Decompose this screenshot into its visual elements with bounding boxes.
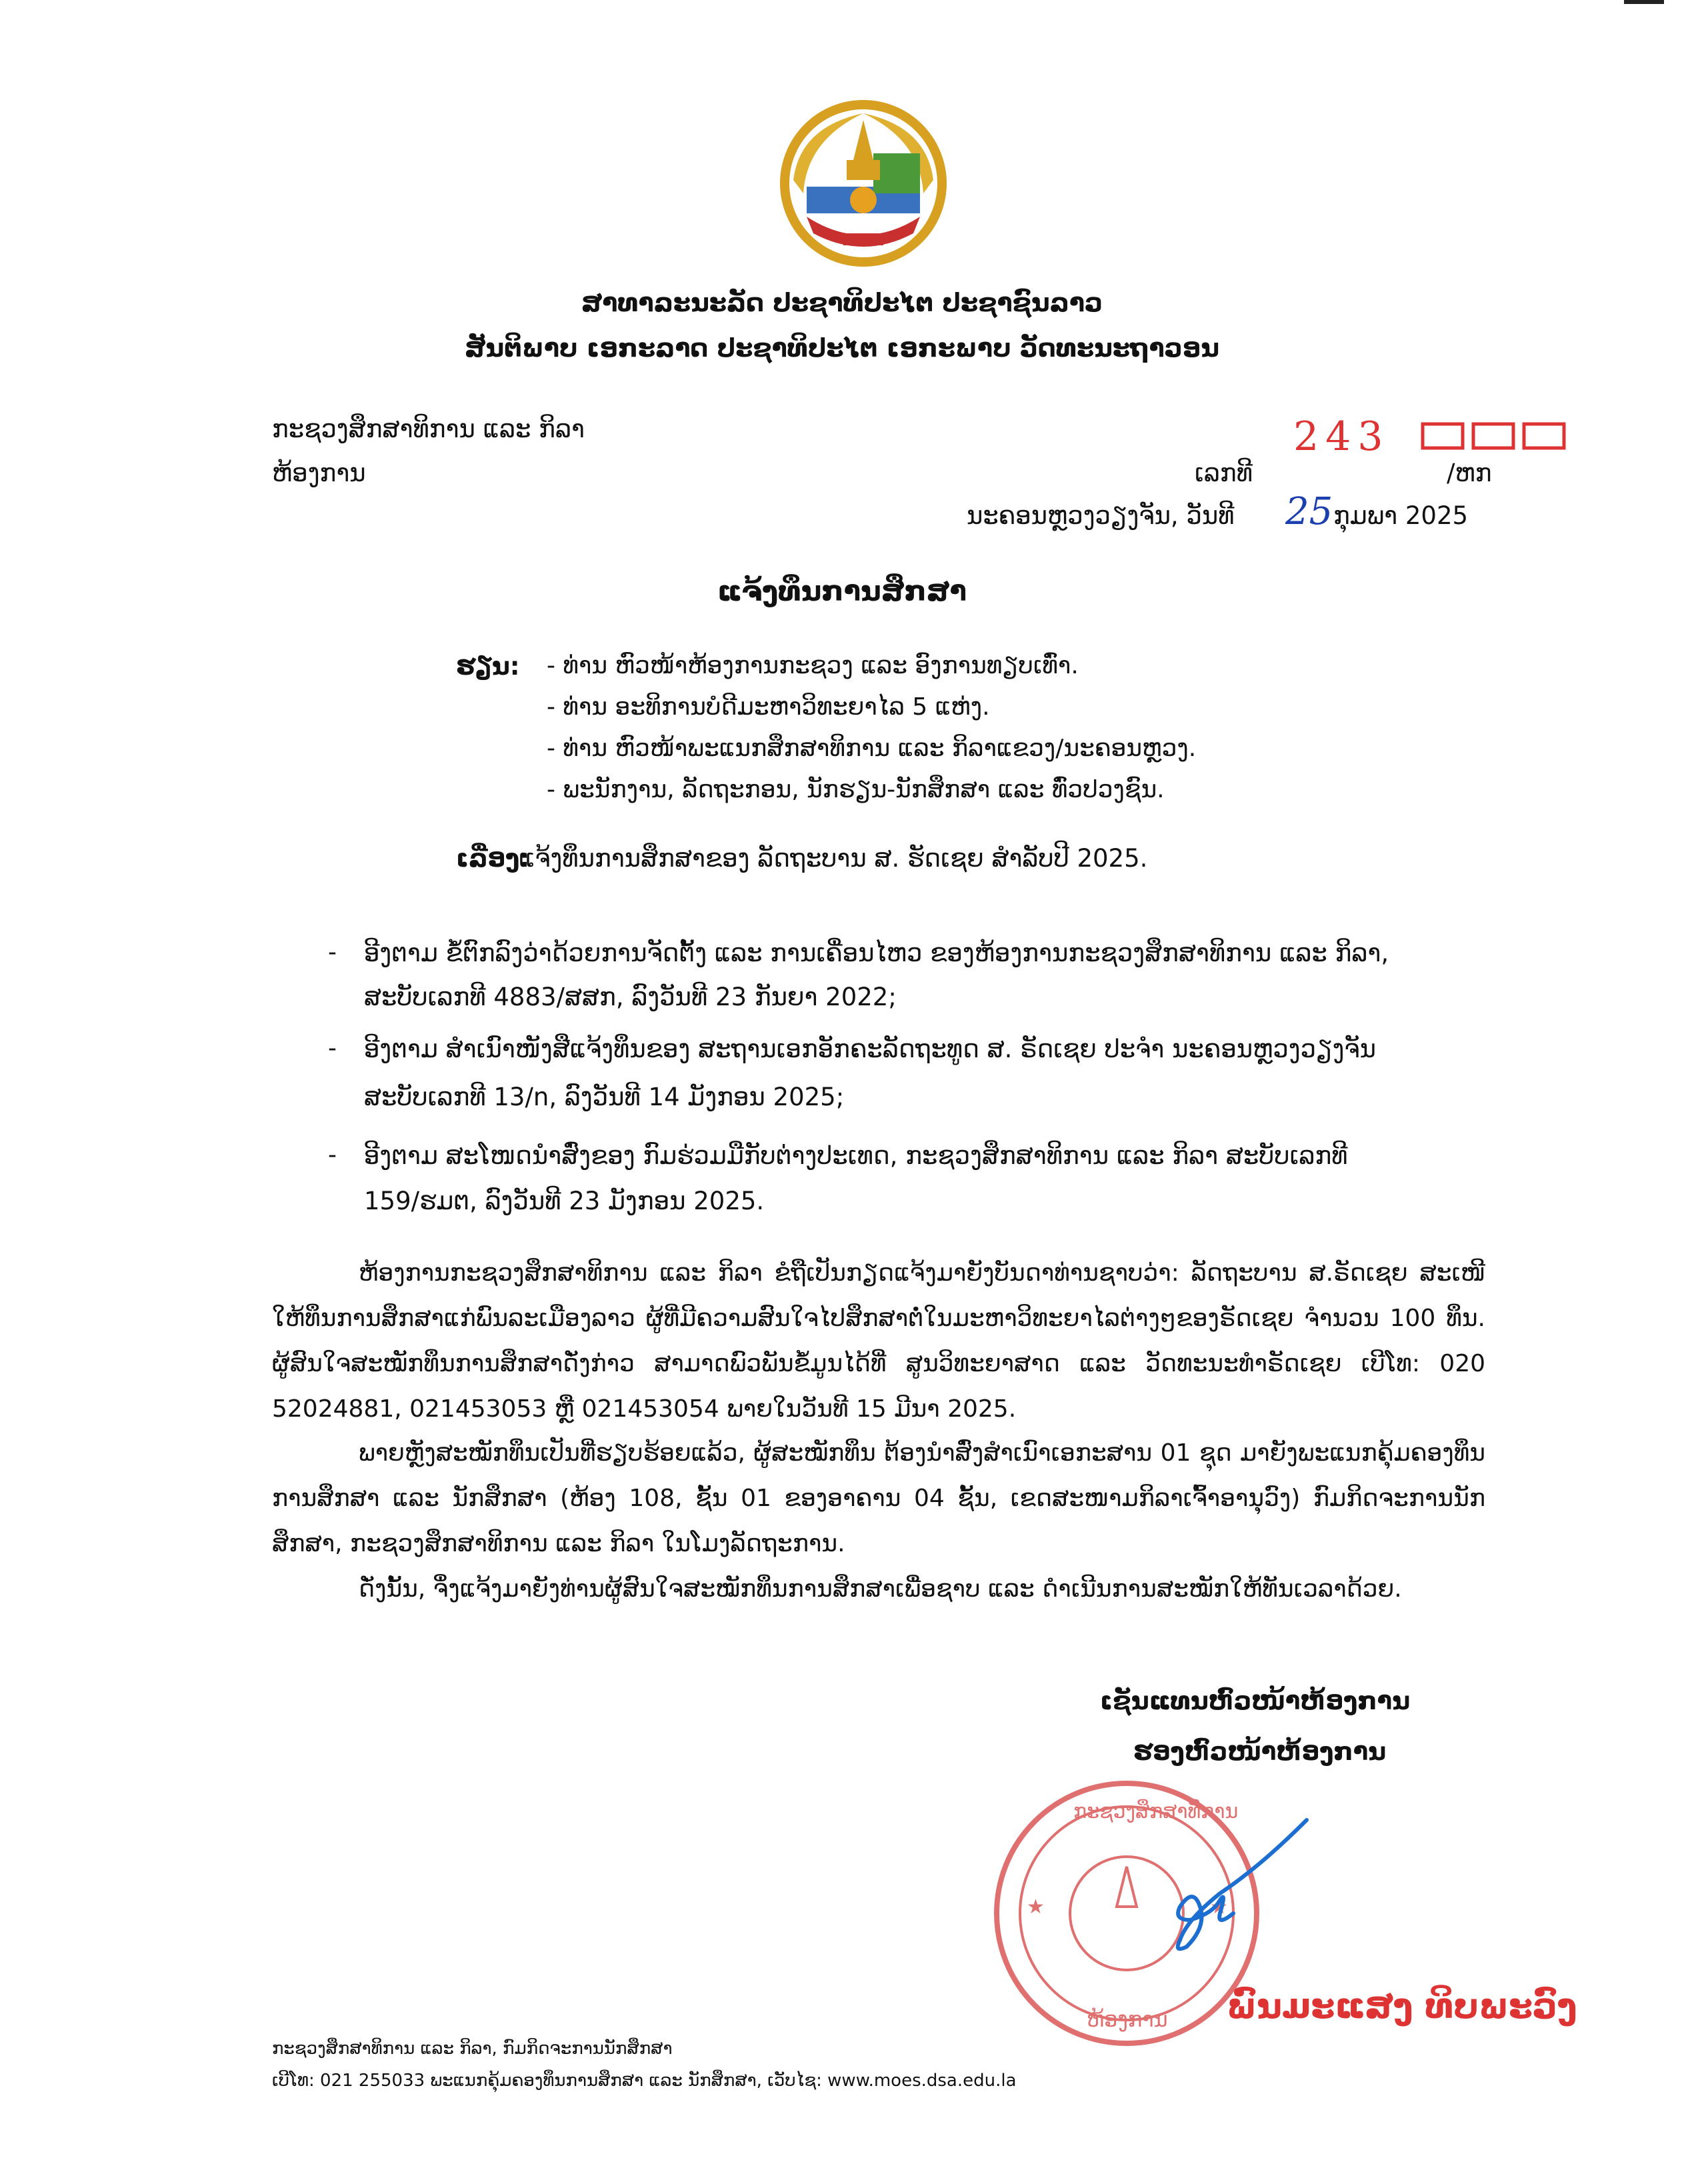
recipient-item: - ທ່ານ ຫົວໜ້າຫ້ອງການກະຊວງ ແລະ ອົງການທຽບເທົ່າ.: [547, 652, 1079, 679]
reference-bullet: -: [328, 1141, 337, 1169]
subject-text: ແຈ້ງທຶນການສຶກສາຂອງ ລັດຖະບານ ສ. ຮັດເຊຍ ສໍາລັບປີ 2025.: [519, 844, 1148, 873]
body-paragraph: ພາຍຫຼັງສະໝັກທຶນເປັນທີ່ຮຽບຮ້ອຍແລ້ວ, ຜູ້ສະໝັກທຶນ ຕ້ອງນໍາສົ່ງສໍາເນົາເອກະສານ 01 ຊຸດ ມາຍັງພະແນກຄຸ້ມຄອງທຶນການສຶກສາ ແລະ ນັກສຶກສາ (ຫ້ອງ 108, ຊັ້ນ 01 ຂອງອາຄານ 04 ຊັ້ນ, ເຂດສະໜາມກິລາເຈົ້າອານຸວົງ) ກົມກິດຈະການນັກສຶກສາ, ກະຊວງສຶກສາທິການ ແລະ ກິລາ ໃນໂມງລັດຖະການ.: [272, 1439, 1485, 1557]
recipient-item: - ທ່ານ ຫົວໜ້າພະແນກສຶກສາທິການ ແລະ ກິລາແຂວງ/ນະຄອນຫຼວງ.: [547, 735, 1197, 762]
national-emblem: [780, 100, 947, 267]
doc-number-suffix: /ຫກ: [1447, 459, 1492, 487]
reference-line: 159/ຮມຕ, ລົງວັນທີ 23 ມັງກອນ 2025.: [364, 1187, 765, 1215]
seal-ring-text: ກະຊວງສຶກສາທິການ: [1073, 1800, 1239, 1823]
body-paragraph: ຫ້ອງການກະຊວງສຶກສາທິການ ແລະ ກິລາ ຂໍຖືເປັນກຽດແຈ້ງມາຍັງບັນດາທ່ານຊາບວ່າ: ລັດຖະບານ ສ.ຣັດເຊຍ ສະເໜີໃຫ້ທຶນການສຶກສາແກ່ພົນລະເມືອງລາວ ຜູ້ທີ່ມີຄວາມສົນໃຈໄປສຶກສາຕໍ່ໃນມະຫາວິທະຍາໄລຕ່າງໆຂອງຣັດເຊຍ ຈໍານວນ 100 ທຶນ. ຜູ້ສົນໃຈສະໝັກທຶນການສຶກສາດັ່ງກ່າວ ສາມາດພົວພັນຂໍ້ມູນໄດ້ທີ່ ສູນວິທະຍາສາດ ແລະ ວັດທະນະທໍາຣັດເຊຍ ເບີໂທ: 020 52024881, 021453053 ຫຼື 021453054 ພາຍໃນວັນທີ 15 ມີນາ 2025.: [272, 1259, 1485, 1423]
reference-bullet: -: [328, 1035, 337, 1062]
reference-bullet: -: [328, 939, 337, 966]
body-paragraph: ດັ່ງນັ້ນ, ຈຶ່ງແຈ້ງມາຍັງທ່ານຜູ້ສົນໃຈສະໝັກທຶນການສຶກສາເພື່ອຊາບ ແລະ ດໍາເນີນການສະໝັກໃຫ້ທັນເວລາດ້ວຍ.: [359, 1575, 1402, 1603]
footer-line-2: ເບີໂທ: 021 255033 ພະແນກຄຸ້ມຄອງທຶນການສຶກສາ ແລະ ນັກສຶກສາ, ເວັບໄຊ: www.moes.dsa.edu.la: [272, 2071, 1017, 2091]
svg-text:★: ★: [1027, 1895, 1045, 1919]
reference-line: ອີງຕາມ ສະໂໜດນໍາສົ່ງຂອງ ກົມຮ່ວມມືກັບຕ່າງປະເທດ, ກະຊວງສຶກສາທິການ ແລະ ກິລາ ສະບັບເລກທີ: [364, 1141, 1348, 1170]
reference-line: ອີງຕາມ ສໍາເນົາໜັງສືແຈ້ງທຶນຂອງ ສະຖານເອກອັກຄະລັດຖະທູດ ສ. ຣັດເຊຍ ປະຈໍາ ນະຄອນຫຼວງວຽງຈັນ: [364, 1035, 1377, 1063]
stamp-fragment: [1420, 419, 1567, 452]
department-name: ຫ້ອງການ: [272, 459, 366, 487]
footer-line-1: ກະຊວງສຶກສາທິການ ແລະ ກິລາ, ກົມກິດຈະການນັກສຶກສາ: [272, 2039, 673, 2059]
svg-text:★: ★: [1210, 1895, 1228, 1919]
handwritten-signature: [1127, 1813, 1313, 1960]
date-suffix: ກຸມພາ 2025: [1333, 501, 1469, 530]
seal-bottom-text: ຫ້ອງການ: [1087, 2007, 1168, 2032]
date-day-handwritten: 25: [1285, 490, 1333, 533]
reference-line: ສະບັບເລກທີ 13/n, ລົງວັນທີ 14 ມັງກອນ 2025;: [364, 1083, 845, 1111]
reference-line: ສະບັບເລກທີ 4883/ສສກ, ລົງວັນທີ 23 ກັນຍາ 2022;: [364, 983, 897, 1011]
recipients-list: [547, 652, 1196, 817]
recipient-item: - ທ່ານ ອະທິການບໍດີມະຫາວິທະຍາໄລ 5 ແຫ່ງ.: [547, 693, 990, 721]
ministry-name: ກະຊວງສຶກສາທິການ ແລະ ກິລາ: [272, 415, 585, 443]
republic-line: ສາທາລະນະລັດ ປະຊາທິປະໄຕ ປະຊາຊົນລາວ: [581, 288, 1103, 317]
signer-name: ພົນມະແສງ ທິບພະວົງ: [1227, 1987, 1577, 2027]
subject-label: ເລື່ອງ:: [456, 844, 530, 873]
motto-line: ສັນຕິພາບ ເອກະລາດ ປະຊາທິປະໄຕ ເອກະພາບ ວັດທະນະຖາວອນ: [465, 333, 1219, 363]
doc-number-label: ເລກທີ: [1195, 459, 1253, 487]
recipients-label: ຮຽນ:: [456, 652, 520, 681]
doc-number-handwritten: 243: [1293, 413, 1390, 460]
recipient-item: - ພະນັກງານ, ລັດຖະກອນ, ນັກຮຽນ-ນັກສຶກສາ ແລະ ທົ່ວປວງຊົນ.: [547, 776, 1165, 803]
scan-edge-mark: [1624, 0, 1664, 4]
date-prefix: ນະຄອນຫຼວງວຽງຈັນ, ວັນທີ: [967, 501, 1235, 530]
reference-line: ອີງຕາມ ຂໍ້ຕົກລົງວ່າດ້ວຍການຈັດຕັ້ງ ແລະ ການເຄື່ອນໄຫວ ຂອງຫ້ອງການກະຊວງສຶກສາທິການ ແລະ ກິລາ,: [364, 939, 1389, 967]
document-title: ແຈ້ງທຶນການສຶກສາ: [717, 575, 967, 607]
signature-line-2: ຮອງຫົວໜ້າຫ້ອງການ: [1133, 1737, 1387, 1766]
signature-line-1: ເຊັນແທນຫົວໜ້າຫ້ອງການ: [1100, 1687, 1411, 1715]
